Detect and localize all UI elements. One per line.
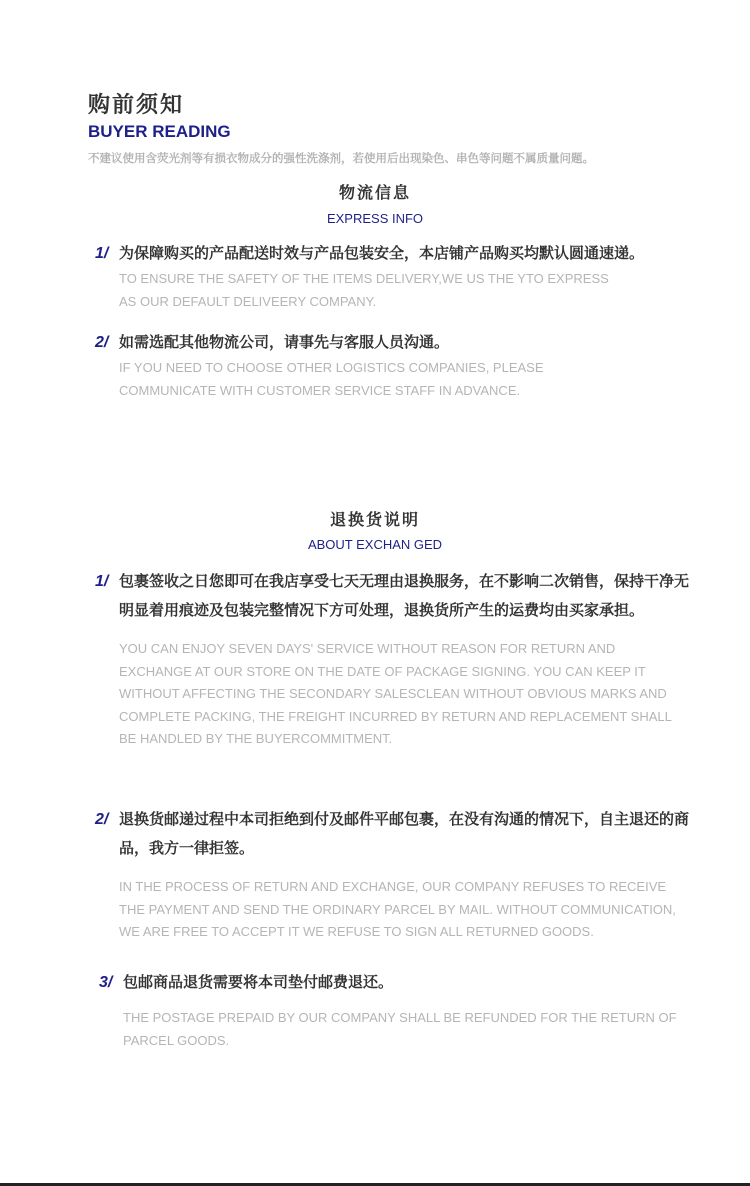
page-title: 购前须知 [88,93,185,118]
item-text-cn: 包邮商品退货需要将本司垫付邮费退还。 [123,973,394,991]
exchange-item-1 [95,567,695,751]
exchange-title: 退换货说明 [329,510,420,529]
item-text-cn: 为保障购买的产品配送时效与产品包装安全，本店铺产品购买均默认圆通速递。 [119,244,645,262]
item-number: 1/ [95,573,109,590]
item-number: 2/ [95,334,109,351]
exchange-item-3 [99,968,699,1052]
exchange-item-2 [95,805,695,944]
item-text-cn: 退换货邮递过程中本司拒绝到付及邮件平邮包裹，在没有沟通的情况下，自主退还的商品，我方一律拒签。 [119,810,690,857]
notice-text: 不建议使用含荧光剂等有损衣物成分的强性洗涤剂，若使用后出现染色、串色等问题不属质量问题。 [88,151,594,165]
item-text-en: TO ENSURE THE SAFETY OF THE ITEMS DELIVERY,WE US THE YTO EXPRESS AS OUR DEFAULT DELIVEERY COMPANY. [119,271,609,309]
item-number: 1/ [95,245,109,262]
exchange-subtitle: ABOUT EXCHAN GED [307,537,443,552]
item-number: 3/ [99,974,113,991]
express-item-2 [95,328,695,402]
item-text-en: THE POSTAGE PREPAID BY OUR COMPANY SHALL BE REFUNDED FOR THE RETURN OF PARCEL GOODS. [123,1010,677,1048]
item-text-en: YOU CAN ENJOY SEVEN DAYS' SERVICE WITHOUT REASON FOR RETURN AND EXCHANGE AT OUR STORE ON THE DATE OF PACKAGE SIGNING. YOU CAN KEEP IT WITHOUT AFFECTING THE SECONDARY SALESCLEAN WITHOUT OBVIOUS MARKS AND COMPLETE PACKING, THE FREIGHT INCURRED BY RETURN AND REPLACEMENT SHALL BE HANDLED BY THE BUYERCOMMITMENT. [119,641,672,746]
item-text-cn: 如需选配其他物流公司，请事先与客服人员沟通。 [119,333,450,351]
item-text-en: IN THE PROCESS OF RETURN AND EXCHANGE, OUR COMPANY REFUSES TO RECEIVE THE PAYMENT AND SEND THE ORDINARY PARCEL BY MAIL. WITHOUT COMMUNICATION, WE ARE FREE TO ACCEPT IT WE REFUSE TO SIGN ALL RETURNED GOODS. [119,879,676,939]
item-text-cn: 包裹签收之日您即可在我店享受七天无理由退换服务，在不影响二次销售，保持干净无明显着用痕迹及包装完整情况下方可处理，退换货所产生的运费均由买家承担。 [119,572,690,619]
express-item-1 [95,239,695,313]
express-subtitle: EXPRESS INFO [326,211,424,226]
item-number: 2/ [95,811,109,828]
item-text-en: IF YOU NEED TO CHOOSE OTHER LOGISTICS COMPANIES, PLEASE COMMUNICATE WITH CUSTOMER SERVICE STAFF IN ADVANCE. [119,360,544,398]
page-subtitle: BUYER READING [88,122,231,141]
express-title: 物流信息 [338,183,411,202]
